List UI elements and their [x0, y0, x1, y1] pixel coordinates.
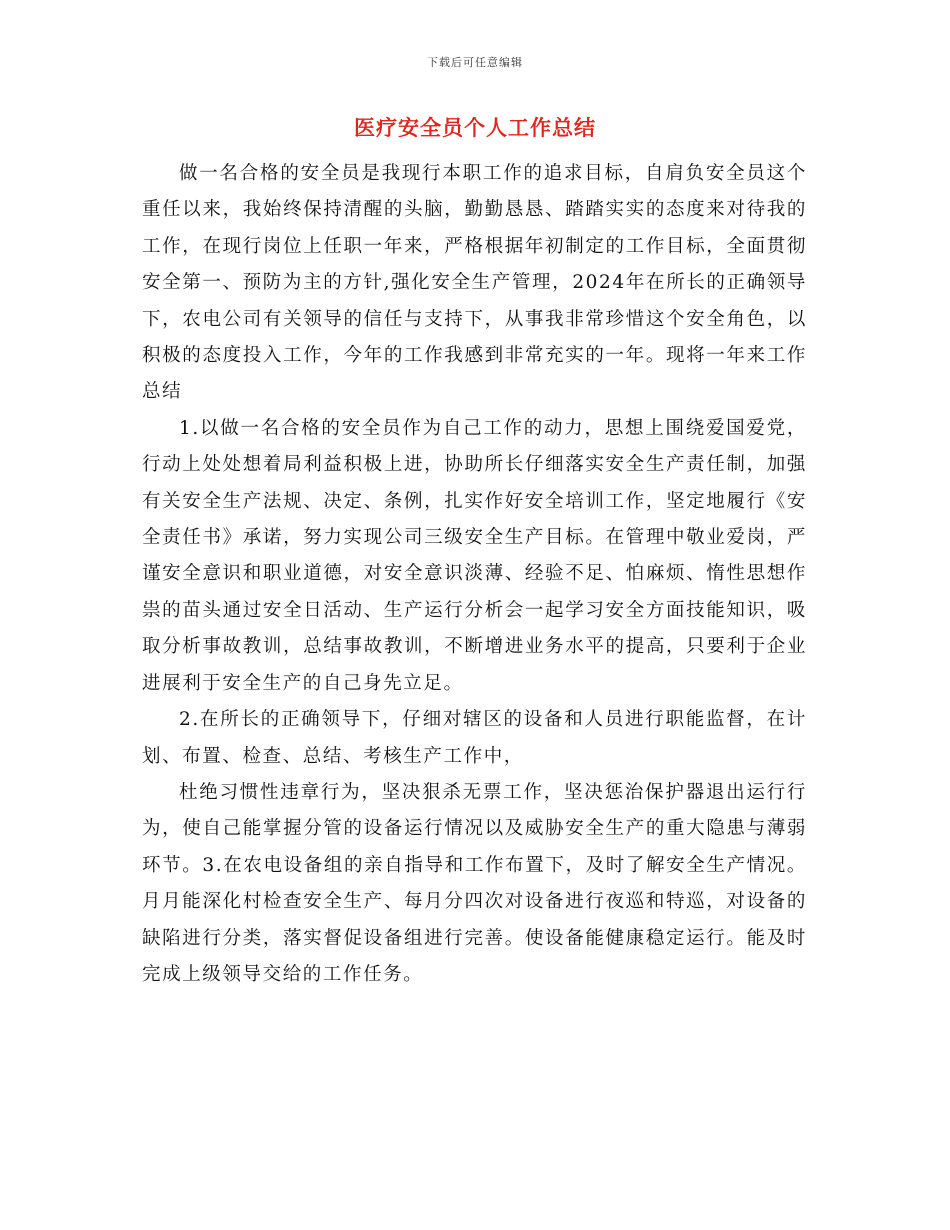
paragraph-item-2-continued: 杜绝习惯性违章行为，坚决狠杀无票工作，坚决惩治保护器退出运行行为，使自己能掌握分管的设备运行情况以及威胁安全生产的重大隐患与薄弱环节。3.在农电设备组的亲自指导和工作布置下，及时了解安全生产情况。月月能深化村检查安全生产、每月分四次对设备进行夜巡和特巡，对设备的缺陷进行分类，落实督促设备组进行完善。使设备能健康稳定运行。能及时完成上级领导交给的工作任务。 — [142, 781, 807, 985]
paragraph-intro: 做一名合格的安全员是我现行本职工作的追求目标，自肩负安全员这个重任以来，我始终保持清醒的头脑，勤勤恳恳、踏踏实实的态度来对待我的工作，在现行岗位上任职一年来，严格根据年初制定的工作目标，全面贯彻安全第一、预防为主的方针,强化安全生产管理，2024年在所长的正确领导下，农电公司有关领导的信任与支持下，从事我非常珍惜这个安全角色，以积极的态度投入工作，今年的工作我感到非常充实的一年。现将一年来工作总结 — [142, 163, 807, 403]
paragraph-item-2: 2.在所长的正确领导下，仔细对辖区的设备和人员进行职能监督，在计划、布置、检查、总结、考核生产工作中， — [142, 709, 807, 767]
document-title: 医疗安全员个人工作总结 — [354, 115, 596, 140]
paragraph-item-1: 1.以做一名合格的安全员作为自己工作的动力，思想上围绕爱国爱党，行动上处处想着局利益积极上进，协助所长仔细落实安全生产责任制，加强有关安全生产法规、决定、条例，扎实作好安全培训工作，坚定地履行《安全责任书》承诺，努力实现公司三级安全生产目标。在管理中敬业爱岗，严谨安全意识和职业道德，对安全意识淡薄、经验不足、怕麻烦、惰性思想作祟的苗头通过安全日活动、生产运行分析会一起学习安全方面技能知识，吸取分析事故教训，总结事故教训，不断增进业务水平的提高，只要利于企业进展利于安全生产的自己身先立足。 — [142, 417, 807, 694]
document-body — [142, 156, 807, 993]
header-note: 下载后可任意编辑 — [427, 56, 523, 69]
